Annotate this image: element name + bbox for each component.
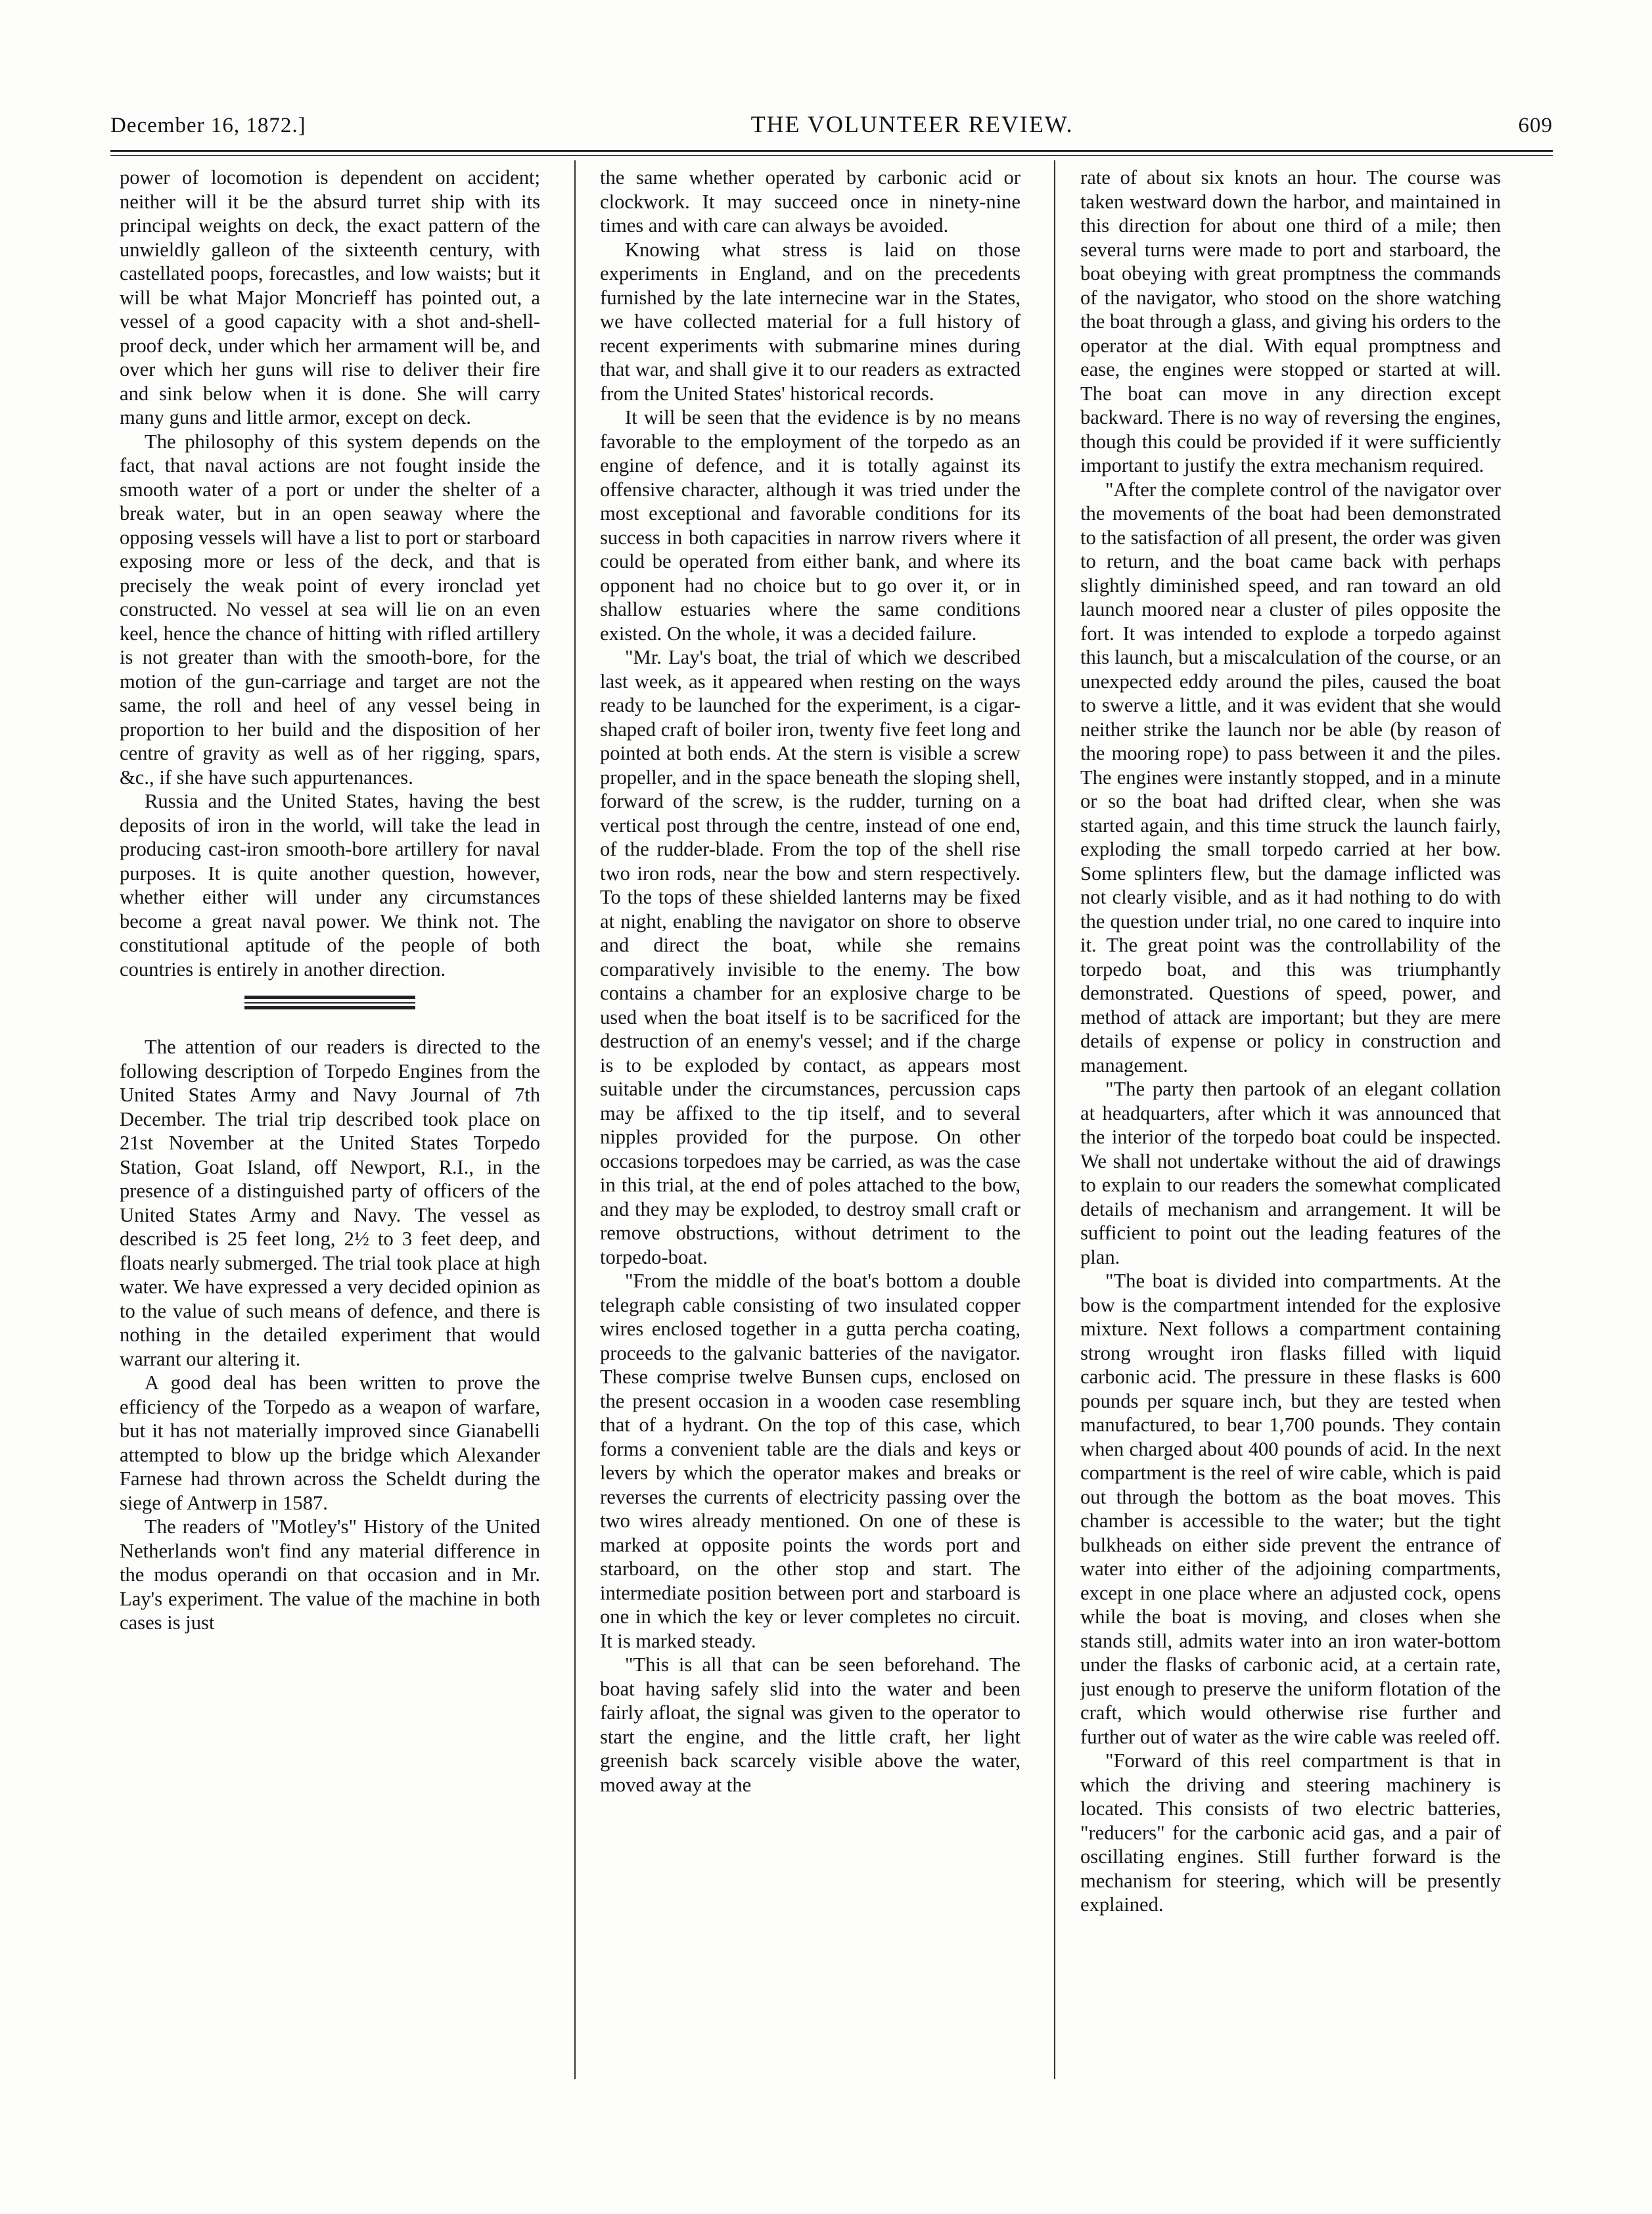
header-page-number: 609 (1518, 114, 1553, 137)
divider-rule-3 (244, 1006, 415, 1009)
col3-paragraph-4: "The boat is divided into compartments. At the bow is the compartment intended for the explosive mixture. Next follows a compartment containing strong wrought iron flasks filled with liquid carbonic acid. The pressure in these flasks is 600 pounds per square inch, but they are tested when manufactured, to bear 1,700 pounds. They contain when charged about 400 pounds of acid. In the next compartment is the reel of wire cable, which is paid out through the bottom as the boat moves. This chamber is accessible to the water; but the tight bulkheads on either side prevent the entrance of water into either of the adjoining compartments, except in one place where an adjusted cock, opens while the boat is moving, and closes when she stands still, admits water into an iron water-bottom under the flasks of carbonic acid, at a certain rate, just enough to preserve the uniform flotation of the craft, which would otherwise rise further and further out of water as the wire cable was reeled off. (1080, 1270, 1501, 1748)
header-rule-thick (110, 150, 1553, 152)
header-rule-thin (110, 155, 1553, 156)
col2-paragraph-5: "From the middle of the boat's bottom a double telegraph cable consisting of two insulated copper wires enclosed together in a gutta percha coating, proceeds to the galvanic batteries of the navigator. These comprise twelve Bunsen cups, enclosed on the present occasion in a wooden case resembling that of a hydrant. On the top of this case, which forms a convenient table are the dials and keys or levers by which the operator makes and breaks or reverses the currents of electricity passing over the two wires already mentioned. On one of these is marked at opposite points the words port and starboard, on the other stop and start. The intermediate position between port and starboard is one in which the key or lever completes no circuit. It is marked steady. (600, 1270, 1021, 1652)
page-header (110, 110, 1553, 147)
section-divider (120, 981, 540, 1035)
col3-paragraph-2: "After the complete control of the navigator over the movements of the boat had been demonstrated to the satisfaction of all present, the order was given to return, and the boat came back with perhaps slightly diminished speed, and ran toward an old launch moored near a cluster of piles opposite the fort. It was intended to explode a torpedo against this launch, but a miscalculation of the course, or an unexpected eddy around the piles, caused the boat to swerve a little, and it was evident that she would neither strike the launch nor be able (by reason of the mooring rope) to pass between it and the piles. The engines were instantly stopped, and in a minute or so the boat had drifted clear, when she was started again, and this time struck the launch fairly, exploding the small torpedo carried at her bow. Some splinters flew, but the damage inflicted was not clearly visible, and as it had nothing to do with the question under trial, no one cared to inquire into it. The great point was the controllability of the torpedo boat, and this was triumphantly demonstrated. Questions of speed, power, and method of attack are important; but they are mere details of expense or policy in construction and management. (1080, 478, 1501, 1076)
col2-paragraph-3: It will be seen that the evidence is by no means favorable to the employment of the torpedo as an engine of defence, and it is totally against its offensive character, although it was tried under the most exceptional and favorable conditions for its success in both capacities in narrow rivers where it could be operated from either bank, and where its opponent had no choice but to go over it, or in shallow estuaries where the same conditions existed. On the whole, it was a decided failure. (600, 406, 1021, 645)
column-divider-left (574, 160, 576, 2079)
col1-paragraph-5: A good deal has been written to prove the efficiency of the Torpedo as a weapon of warfare, but it has not materially improved since Gianabelli attempted to blow up the bridge which Alexander Farnese had thrown across the Scheldt during the siege of Antwerp in 1587. (120, 1372, 540, 1514)
col1-paragraph-4: The attention of our readers is directed to the following description of Torpedo Engines from the United States Army and Navy Journal of 7th December. The trial trip described took place on 21st November at the United States Torpedo Station, Goat Island, off Newport, R.I., in the presence of a distinguished party of officers of the United States Army and Navy. The vessel as described is 25 feet long, 2½ to 3 feet deep, and floats nearly submerged. The trial took place at high water. We have expressed a very decided opinion as to the value of such means of defence, and there is nothing in the detailed experiment that would warrant our altering it. (120, 1036, 540, 1370)
column-3 (1080, 166, 1501, 2071)
col1-paragraph-3: Russia and the United States, having the best deposits of iron in the world, will take the lead in producing cast-iron smooth-bore artillery for naval purposes. It is quite another question, however, whether either will under any circumstances become a great naval power. We think not. The constitutional aptitude of the people of both countries is entirely in another direction. (120, 790, 540, 980)
col1-paragraph-2: The philosophy of this system depends on the fact, that naval actions are not fought inside the smooth water of a port or under the shelter of a break water, but in an open seaway where the opposing vessels will have a list to port or starboard exposing more or less of the deck, and that is precisely the weak point of every ironclad yet constructed. No vessel at sea will lie on an even keel, hence the chance of hitting with rifled artillery is not greater than with the smooth-bore, for the motion of the gun-carriage and target are not the same, the roll and heel of any vessel being in proportion to her build and the disposition of her centre of gravity as well as of her rigging, spars, &c., if she have such appurtenances. (120, 430, 540, 789)
divider-rule-2 (244, 1002, 415, 1003)
divider-rule-1 (244, 996, 415, 999)
col2-paragraph-4: "Mr. Lay's boat, the trial of which we described last week, as it appeared when resting on the ways ready to be launched for the experiment, is a cigar-shaped craft of boiler iron, twenty five feet long and pointed at both ends. At the stern is visible a screw propeller, and in the space beneath the sloping shell, forward of the screw, is the rudder, turning on a vertical post through the centre, instead of one end, of the rudder-blade. From the top of the shell rise two iron rods, near the bow and stern respectively. To the tops of these shielded lanterns may be fixed at night, enabling the navigator on shore to observe and direct the boat, while she remains comparatively invisible to the enemy. The bow contains a chamber for an explosive charge to be used when the boat itself is to be sacrificed for the destruction of an enemy's vessel; and if the charge is to be exploded by contact, as appears most suitable under the circumstances, percussion caps may be affixed to the tip itself, and to several nipples provided for the purpose. On other occasions torpedoes may be carried, as was the case in this trial, at the end of poles attached to the bow, and they may be exploded, to destroy small craft or remove obstructions, without detriment to the torpedo-boat. (600, 646, 1021, 1268)
col3-paragraph-1: rate of about six knots an hour. The course was taken westward down the harbor, and maintained in this direction for about one third of a mile; then several turns were made to port and starboard, the boat obeying with great promptness the commands of the navigator, who stood on the shore watching the boat through a glass, and giving his orders to the operator at the dial. With equal promptness and ease, the engines were stopped or started at will. The boat can move in any direction except backward. There is no way of reversing the engines, though this could be provided if it were sufficiently important to justify the extra mechanism required. (1080, 166, 1501, 476)
col3-paragraph-5: "Forward of this reel compartment is that in which the driving and steering machinery is located. This consists of two electric batteries, "reducers" for the carbonic acid gas, and a pair of oscillating engines. Still further forward is the mechanism for steering, which will be presently explained. (1080, 1749, 1501, 1916)
header-date: December 16, 1872.] (110, 114, 306, 137)
col3-paragraph-3: "The party then partook of an elegant collation at headquarters, after which it was announced that the interior of the torpedo boat could be inspected. We shall not undertake without the aid of drawings to explain to our readers the somewhat complicated details of mechanism and arrangement. It will be sufficient to point out the leading features of the plan. (1080, 1078, 1501, 1268)
col1-paragraph-1: power of locomotion is dependent on accident; neither will it be the absurd turret ship with its principal weights on deck, the exact pattern of the unwieldly galleon of the sixteenth century, with castellated poops, forecastles, and low waists; but it will be what Major Moncrieff has pointed out, a vessel of a good capacity with a shot and-shell-proof deck, under which her armament will be, and over which her guns will rise to deliver their fire and sink below when it is done. She will carry many guns and little armor, except on deck. (120, 166, 540, 428)
col2-paragraph-6: "This is all that can be seen beforehand. The boat having safely slid into the water and been fairly afloat, the signal was given to the operator to start the engine, and the little craft, her light greenish back scarcely visible above the water, moved away at the (600, 1653, 1021, 1796)
col2-paragraph-2: Knowing what stress is laid on those experiments in England, and on the precedents furnished by the late internecine war in the States, we have collected material for a full history of recent experiments with submarine mines during that war, and shall give it to our readers as extracted from the United States' historical records. (600, 238, 1021, 405)
col2-paragraph-1: the same whether operated by carbonic acid or clockwork. It may succeed once in ninety-nine times and with care can always be avoided. (600, 166, 1021, 237)
col1-paragraph-6: The readers of "Motley's" History of the United Netherlands won't find any material difference in the modus operandi on that occasion and in Mr. Lay's experiment. The value of the machine in both cases is just (120, 1515, 540, 1634)
column-2 (600, 166, 1021, 2071)
column-divider-right (1054, 160, 1055, 2079)
header-title: THE VOLUNTEER REVIEW. (750, 111, 1074, 137)
column-1 (120, 166, 540, 2071)
